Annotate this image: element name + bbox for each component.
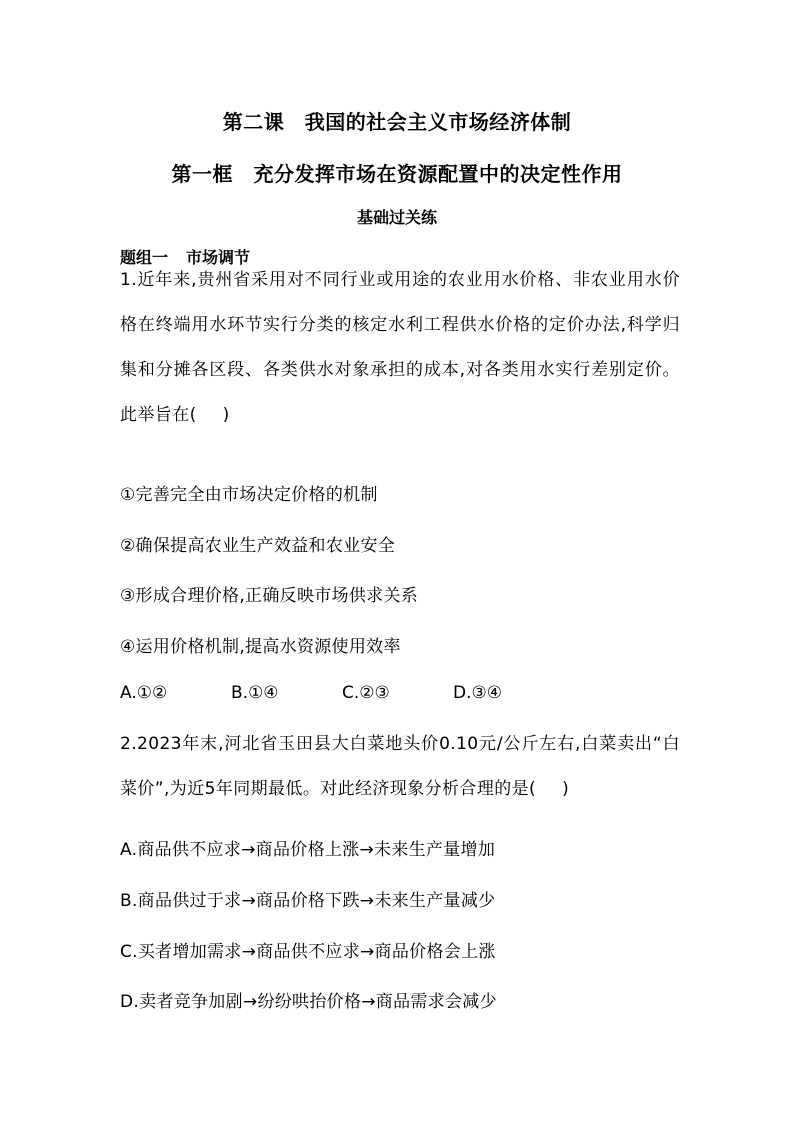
section-label: 基础过关练 xyxy=(356,208,437,227)
choice-b: B.①④ xyxy=(231,683,279,703)
question-1-item-2: ②确保提高农业生产效益和农业安全 xyxy=(120,536,396,556)
group-label: 题组一 xyxy=(120,248,169,267)
question-2-option-a: A.商品供不应求→商品价格上涨→未来生产量增加 xyxy=(120,840,496,860)
lesson-subtitle: 第一框 充分发挥市场在资源配置中的决定性作用 xyxy=(171,162,623,186)
question-1-item-3: ③形成合理价格,正确反映市场供求关系 xyxy=(120,586,419,606)
choice-d: D.③④ xyxy=(453,683,502,703)
lesson-title: 第二课 我国的社会主义市场经济体制 xyxy=(222,110,572,134)
question-1-stem xyxy=(120,258,680,438)
question-1-stem-text: 1.近年来,贵州省采用对不同行业或用途的农业用水价格、非农业用水价格在终端用水环节实行分类的核定水利工程供水价格的定价办法,科学归集和分摊各区段、各类供水对象承担的成本,对各类用水实行差别定价。此举旨在( xyxy=(120,270,680,425)
group-name: 市场调节 xyxy=(186,248,251,267)
question-1-item-1: ①完善完全由市场决定价格的机制 xyxy=(120,485,378,505)
question-2-stem-text: 2.2023年末,河北省玉田县大白菜地头价0.10元/公斤左右,白菜卖出“白菜价”,为近5年同期最低。对此经济现象分析合理的是( xyxy=(120,734,680,799)
question-2-option-c: C.买者增加需求→商品供不应求→商品价格会上涨 xyxy=(120,942,496,962)
question-2-paren-close: ) xyxy=(562,779,570,799)
question-1-paren-close: ) xyxy=(222,405,230,425)
question-2-option-b: B.商品供过于求→商品价格下跌→未来生产量减少 xyxy=(120,891,496,911)
question-2-stem xyxy=(120,722,680,812)
question-2-option-d: D.卖者竞争加剧→纷纷哄抬价格→商品需求会减少 xyxy=(120,992,497,1012)
choice-c: C.②③ xyxy=(342,683,390,703)
choice-a: A.①② xyxy=(120,683,168,703)
question-1-item-4: ④运用价格机制,提高水资源使用效率 xyxy=(120,637,401,657)
question-1-choices xyxy=(120,683,502,703)
